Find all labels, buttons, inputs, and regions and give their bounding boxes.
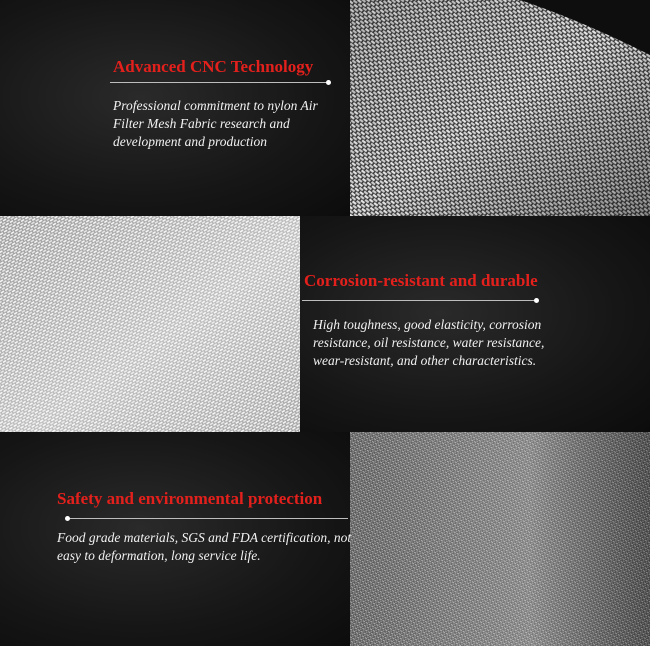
divider-line <box>302 300 536 301</box>
divider-line <box>110 82 328 83</box>
section-description: Professional commitment to nylon Air Filter Mesh Fabric research and development and production <box>113 98 318 149</box>
section-title: Corrosion-resistant and durable <box>304 271 538 290</box>
feature-section-corrosion <box>0 216 650 432</box>
section-description: High toughness, good elasticity, corrosion resistance, oil resistance, water resistance, wear-resistant, and other characteristics. <box>313 317 545 368</box>
divider-line <box>68 518 348 519</box>
feature-section-cnc <box>0 0 650 216</box>
mesh-fabric-photo <box>350 0 650 216</box>
mesh-fabric-photo <box>350 432 650 646</box>
feature-section-safety <box>0 432 650 646</box>
divider-dot <box>534 298 539 303</box>
section-title: Safety and environmental protection <box>57 489 323 508</box>
divider-dot <box>326 80 331 85</box>
divider-dot <box>65 516 70 521</box>
mesh-fabric-photo <box>0 216 300 432</box>
section-title: Advanced CNC Technology <box>113 57 314 76</box>
section-description: Food grade materials, SGS and FDA certification, not easy to deformation, long service life. <box>57 530 352 563</box>
